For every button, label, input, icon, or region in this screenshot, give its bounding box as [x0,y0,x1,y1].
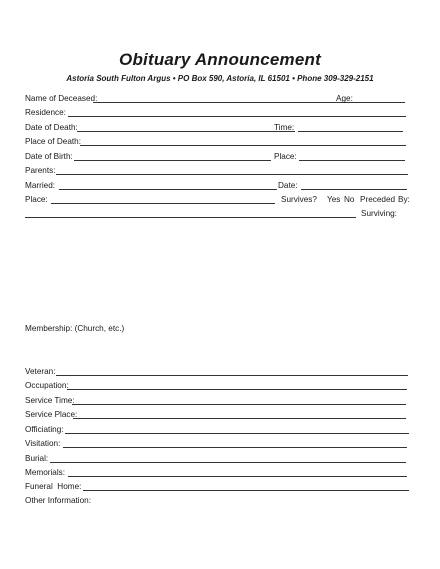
place-of-death-label: Place of Death: [25,137,81,146]
time-field[interactable] [298,131,403,132]
veteran-row [25,366,411,377]
funeral-home-field[interactable] [83,490,409,491]
funeral-home-label: Funeral Home: [25,482,82,491]
occupation-label: Occupation: [25,381,69,390]
other-information-label: Other Information: [25,496,91,505]
date-of-death-row [25,122,411,133]
survives-no-option[interactable]: No [344,195,355,204]
memorials-row [25,467,411,478]
publisher-contact: Astoria South Fulton Argus • PO Box 590, Astoria, IL 61501 • Phone 309-329-2151 [66,74,374,83]
service-time-field[interactable] [72,404,406,405]
burial-row [25,453,411,464]
parents-field[interactable] [56,174,408,175]
name-of-deceased-field[interactable] [93,102,355,103]
memorials-field[interactable] [68,476,407,477]
surviving-row [25,208,411,219]
surviving-label: Surviving: [361,209,397,218]
married-date-label: Date: [278,181,298,190]
survives-yes-option[interactable]: Yes [327,195,341,204]
burial-label: Burial: [25,454,49,463]
birth-place-field[interactable] [299,160,405,161]
veteran-field[interactable] [56,375,408,376]
veteran-label: Veteran: [25,367,56,376]
officiating-label: Officiating: [25,425,64,434]
by-label: By: [398,195,410,204]
relatives-field[interactable] [25,217,356,218]
service-place-row [25,409,411,420]
time-label: Time: [274,123,295,132]
officiating-row [25,424,411,435]
age-field[interactable] [355,102,405,103]
residence-label: Residence: [25,108,66,117]
married-label: Married: [25,181,56,190]
name-of-deceased-label: Name of Deceased: [25,94,98,103]
memorials-label: Memorials: [25,468,66,477]
marriage-place-row [25,194,411,205]
visitation-field[interactable] [63,447,407,448]
married-date-field[interactable] [301,189,407,190]
occupation-row [25,380,411,391]
date-of-birth-field[interactable] [74,160,271,161]
page-title: Obituary Announcement [119,50,321,69]
preceded-label: Preceded [360,195,396,204]
service-time-row [25,395,411,406]
parents-row [25,165,411,176]
funeral-home-row [25,481,411,492]
birth-place-label: Place: [274,152,297,161]
date-of-death-field[interactable] [77,131,295,132]
burial-field[interactable] [50,462,406,463]
residence-row [25,107,411,118]
service-time-label: Service Time: [25,396,75,405]
visitation-label: Visitation: [25,439,61,448]
service-place-field[interactable] [73,418,406,419]
service-place-label: Service Place: [25,410,78,419]
residence-field[interactable] [68,116,406,117]
place-of-death-field[interactable] [80,145,406,146]
visitation-row [25,438,411,449]
place-of-death-row [25,136,411,147]
parents-label: Parents: [25,166,56,175]
membership-label: Membership: (Church, etc.) [25,324,125,333]
marriage-place-label: Place: [25,195,48,204]
officiating-field[interactable] [65,433,409,434]
date-of-birth-label: Date of Birth: [25,152,73,161]
occupation-field[interactable] [67,389,407,390]
age-label: Age: [336,94,353,103]
date-of-death-label: Date of Death: [25,123,78,132]
survives-label: Survives? [281,195,317,204]
married-row [25,180,411,191]
married-field[interactable] [59,189,277,190]
date-of-birth-row [25,151,411,162]
marriage-place-field[interactable] [51,203,275,204]
name-of-deceased-row [25,93,411,104]
